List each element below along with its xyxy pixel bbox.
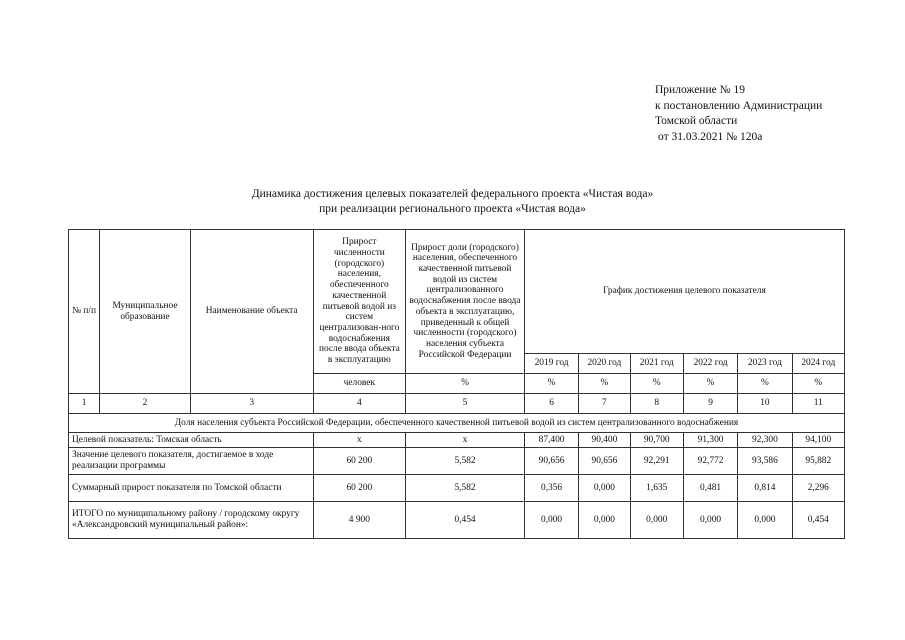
appendix-number: Приложение № 19 — [655, 84, 745, 96]
row-label: ИТОГО по муниципальному району / городскому округу «Александровский муниципальный район»: — [69, 502, 314, 539]
row-cell: 90,400 — [579, 433, 630, 448]
header-municipality: Муниципальное образование — [100, 230, 191, 394]
unit-cell: % — [524, 374, 578, 394]
row-cell: 1,635 — [630, 475, 683, 502]
header-year: 2022 год — [683, 354, 737, 374]
row-cell: 0,000 — [630, 502, 683, 539]
row-label: Суммарный прирост показателя по Томской области — [69, 475, 314, 502]
column-number: 10 — [738, 394, 792, 414]
unit-cell: % — [406, 374, 525, 394]
unit-cell: % — [738, 374, 792, 394]
row-cell: 0,000 — [579, 502, 630, 539]
table-row — [69, 475, 845, 502]
column-number: 2 — [100, 394, 191, 414]
appendix-date: от 31.03.2021 № 120а — [658, 130, 763, 143]
header-year: 2023 год — [738, 354, 792, 374]
row-cell: 90,700 — [630, 433, 683, 448]
row-cell: 91,300 — [683, 433, 737, 448]
row-cell: 0,000 — [579, 475, 630, 502]
header-num: № п/п — [69, 230, 100, 394]
column-number: 4 — [313, 394, 406, 414]
document-title — [0, 187, 905, 217]
row-cell: 60 200 — [313, 448, 406, 475]
row-cell: 0,000 — [524, 502, 578, 539]
title-line-2: при реализации регионального проекта «Чистая вода» — [319, 203, 586, 215]
row-cell: х — [313, 433, 406, 448]
row-cell: 95,882 — [792, 448, 844, 475]
row-cell: 0,356 — [524, 475, 578, 502]
row-cell: 0,454 — [792, 502, 844, 539]
row-cell: 0,481 — [683, 475, 737, 502]
row-cell: 0,454 — [406, 502, 525, 539]
row-cell: 94,100 — [792, 433, 844, 448]
row-cell: 60 200 — [313, 475, 406, 502]
row-cell: 87,400 — [524, 433, 578, 448]
row-cell: 90,656 — [579, 448, 630, 475]
header-growth-share: Прирост доли (городского) населения, обеспеченного качественной питьевой водой из систем централизованного водоснабжения после ввода объекта в эксплуатацию, приведенный к общей численности (городского) населения субъекта Российской Федерации — [406, 230, 525, 374]
indicator-table — [68, 229, 845, 539]
column-number: 8 — [630, 394, 683, 414]
unit-cell: человек — [313, 374, 406, 394]
row-cell: 4 900 — [313, 502, 406, 539]
column-number: 3 — [190, 394, 313, 414]
row-cell: 92,291 — [630, 448, 683, 475]
row-label: Значение целевого показателя, достигаемое в ходе реализации программы — [69, 448, 314, 475]
appendix-region: Томской области — [655, 115, 738, 127]
header-schedule: График достижения целевого показателя — [524, 230, 844, 354]
row-cell: 2,296 — [792, 475, 844, 502]
appendix-header — [655, 83, 822, 145]
row-cell: 0,000 — [683, 502, 737, 539]
column-number: 7 — [579, 394, 630, 414]
column-number: 11 — [792, 394, 844, 414]
row-cell: 5,582 — [406, 475, 525, 502]
table-row — [69, 433, 845, 448]
row-label: Целевой показатель: Томская область — [69, 433, 314, 448]
row-cell: 5,582 — [406, 448, 525, 475]
header-year: 2019 год — [524, 354, 578, 374]
header-year: 2024 год — [792, 354, 844, 374]
row-cell: 93,586 — [738, 448, 792, 475]
column-number: 6 — [524, 394, 578, 414]
row-cell: х — [406, 433, 525, 448]
column-number: 5 — [406, 394, 525, 414]
section-title: Доля населения субъекта Российской Федерации, обеспеченного качественной питьевой водой из систем централизованного водоснабжения — [69, 414, 845, 433]
unit-cell: % — [792, 374, 844, 394]
row-cell: 0,000 — [738, 502, 792, 539]
title-line-1: Динамика достижения целевых показателей федерального проекта «Чистая вода» — [251, 188, 654, 200]
row-cell: 0,814 — [738, 475, 792, 502]
table-row — [69, 502, 845, 539]
row-cell: 92,300 — [738, 433, 792, 448]
header-year: 2021 год — [630, 354, 683, 374]
header-growth-population: Прирост численности (городского) населения, обеспеченного качественной питьевой водой из систем централизован-ного водоснабжения после ввода объекта в эксплуатацию — [313, 230, 406, 374]
row-cell: 92,772 — [683, 448, 737, 475]
table-row — [69, 448, 845, 475]
unit-cell: % — [683, 374, 737, 394]
row-cell: 90,656 — [524, 448, 578, 475]
unit-cell: % — [579, 374, 630, 394]
column-number: 9 — [683, 394, 737, 414]
column-number: 1 — [69, 394, 100, 414]
header-object: Наименование объекта — [190, 230, 313, 394]
appendix-reference: к постановлению Администрации — [655, 99, 823, 112]
header-year: 2020 год — [579, 354, 630, 374]
unit-cell: % — [630, 374, 683, 394]
